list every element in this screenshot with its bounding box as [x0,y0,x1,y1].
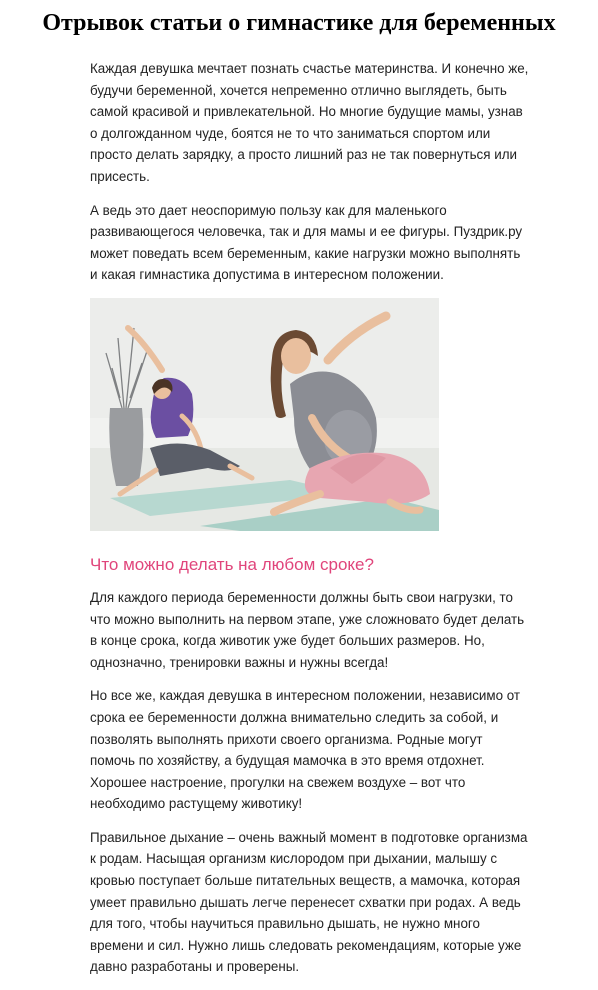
section-heading: Что можно делать на любом сроке? [90,554,374,574]
section-paragraph-3: Правильное дыхание – очень важный момент в подготовке организма к родам. Насыщая организм кислородом при дыхании, малышу с кровью поступает больше питательных веществ, а мамочка, которая умеет правильно дышать легче перенесет схватки при родах. А ведь для того, чтобы научиться правильно дышать, не нужно много времени и сил. Нужно лишь следовать рекомендациям, которые уже давно разработаны и проверены. [90,829,528,975]
page-title: Отрывок статьи о гимнастике для беременных [42,10,556,36]
exercise-photo [90,298,439,531]
section-paragraph-1: Для каждого периода беременности должны быть свои нагрузки, то что можно выполнить на первом этапе, уже сложновато будет делать в конце срока, когда животик уже будет больших размеров. Но, однозначно, тренировки важны и нужны всегда! [90,589,525,670]
intro-paragraph-1: Каждая девушка мечтает познать счастье материнства. И конечно же, будучи беременной, хочется непременно отлично выглядеть, быть самой красивой и привлекательной. Но многие будущие мамы, узнав о долгожданном чуде, боятся не то что заниматься спортом или просто делать зарядку, а просто лишний раз не так повернуться или присесть. [90,61,529,184]
section-paragraph-2: Но все же, каждая девушка в интересном положении, независимо от срока ее беременности должна внимательно следить за собой, и позволять выполнять прихоти своего организма. Родные могут помочь по хозяйству, а будущая мамочка в это время отдохнет. Хорошее настроение, прогулки на свежем воздухе – вот что необходимо растущему животику! [90,688,521,812]
intro-paragraph-2: А ведь это дает неоспоримую пользу как для маленького развивающегося человечка, так и для мамы и ее фигуры. Пуздрик.ру может поведать всем беременным, какие нагрузки можно выполнять и какая гимнастика допустима в интересном положении. [90,202,523,283]
article-body [90,58,530,990]
